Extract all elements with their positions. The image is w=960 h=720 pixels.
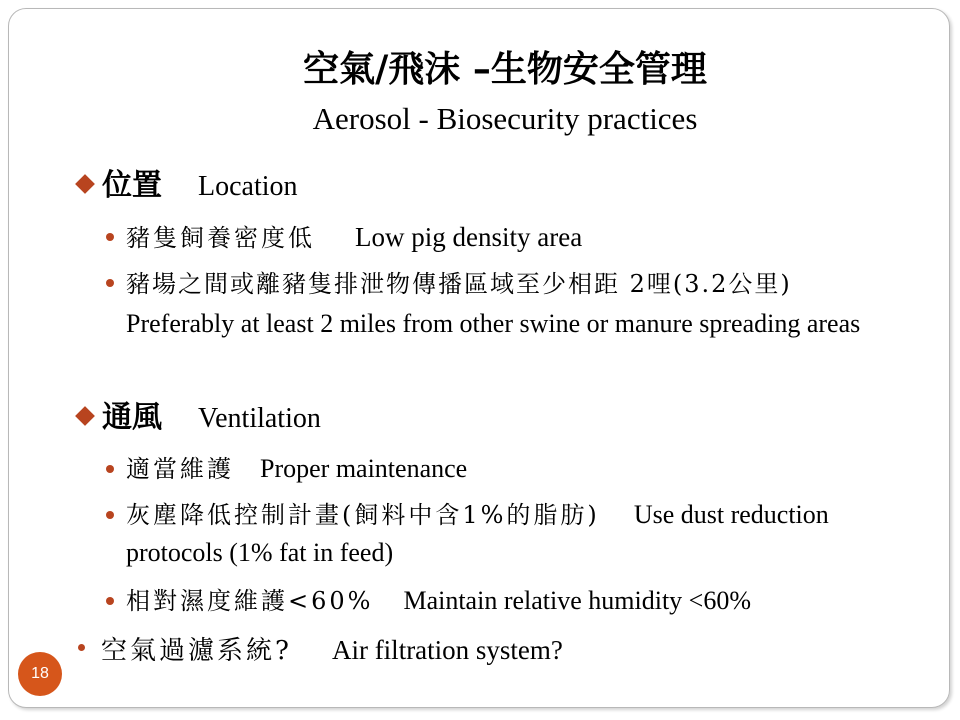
dot-bullet-icon: [106, 511, 114, 519]
bullet-en: Preferably at least 2 miles from other swine or manure spreading areas: [126, 309, 861, 338]
bullet-zh: 豬隻飼養密度低: [126, 224, 315, 252]
page-number-badge: 18: [18, 652, 62, 696]
bullet-item: [106, 450, 906, 488]
air-filtration-item: [78, 632, 563, 672]
diamond-bullet-icon: [75, 174, 95, 194]
bullet-zh: 空氣過濾系統?: [101, 636, 292, 666]
bullet-en: Proper maintenance: [260, 454, 468, 483]
bullet-en: Maintain relative humidity <60%: [403, 586, 751, 615]
bullet-zh: 適當維護: [126, 455, 234, 483]
section-heading-en: Ventilation: [198, 403, 321, 434]
section-location: [72, 168, 298, 205]
section-ventilation: [72, 400, 321, 437]
section-heading-zh: 通風: [102, 400, 162, 435]
bullet-zh: 灰塵降低控制計畫(飼料中含1%的脂肪): [126, 501, 600, 529]
dot-bullet-icon: [78, 644, 85, 651]
bullet-en: Low pig density area: [355, 222, 583, 252]
dot-bullet-icon: [106, 233, 114, 241]
bullet-item: [106, 582, 906, 620]
title-chinese: 空氣/飛沫 –生物安全管理: [303, 48, 707, 90]
title-english: Aerosol - Biosecurity practices: [312, 101, 698, 136]
diamond-bullet-icon: [75, 406, 95, 426]
dot-bullet-icon: [106, 597, 114, 605]
dot-bullet-icon: [106, 279, 114, 287]
bullet-zh: 相對濕度維護<60%: [126, 587, 374, 615]
bullet-zh: 豬場之間或離豬隻排泄物傳播區域至少相距 2哩(3.2公里): [126, 270, 792, 298]
bullet-en: Air filtration system?: [331, 635, 563, 665]
bullet-item: [106, 496, 866, 572]
bullet-en: Use dust reduction protocols (1% fat in feed): [126, 500, 829, 567]
dot-bullet-icon: [106, 465, 114, 473]
section-heading-zh: 位置: [102, 168, 162, 203]
section-heading-en: Location: [198, 171, 298, 202]
bullet-item: [106, 218, 906, 257]
bullet-item: [106, 264, 896, 344]
